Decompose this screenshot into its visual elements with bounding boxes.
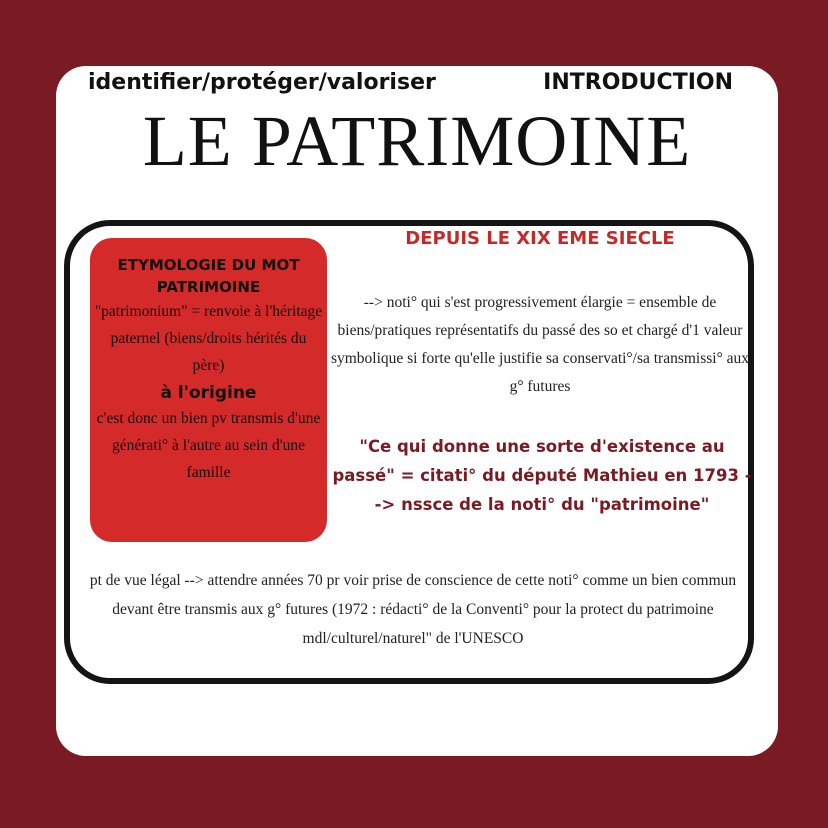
- legal-text: pt de vue légal --> attendre années 70 pr voir prise de conscience de cette noti° comme un bien commun devant être transmis aux g° futures (1972 : rédacti° de la Conventi° pour la protect du patrimoine mdl/culturel/naturel" de l'UNESCO: [89, 572, 737, 647]
- since-heading: DEPUIS LE XIX EME SIECLE: [405, 228, 675, 249]
- keywords-label: identifier/protéger/valoriser: [88, 70, 436, 95]
- origin-text: c'est donc un bien pv transmis d'une générati° à l'autre au sein d'une famille: [96, 410, 321, 481]
- etymology-heading: ETYMOLOGIE DU MOT PATRIMOINE: [117, 256, 300, 296]
- header-line: [88, 70, 733, 95]
- page-title: LE PATRIMOINE: [142, 101, 692, 181]
- origin-subheading: à l'origine: [160, 383, 257, 403]
- etymology-definition: "patrimonium" = renvoie à l'héritage paternel (biens/droits hérités du père): [94, 303, 323, 374]
- section-label: INTRODUCTION: [543, 70, 733, 95]
- etymology-box: [90, 238, 327, 542]
- quote-text: "Ce qui donne une sorte d'existence au passé" = citati° du député Mathieu en 1793 --> nssce de la noti° du "patrimoine": [332, 437, 752, 514]
- since-text: --> noti° qui s'est progressivement élargie = ensemble de biens/pratiques représentatifs du passé des so et chargé d'1 valeur symbolique si forte qu'elle justifie sa conservati°/sa transmissi° aux g° futures: [330, 294, 750, 395]
